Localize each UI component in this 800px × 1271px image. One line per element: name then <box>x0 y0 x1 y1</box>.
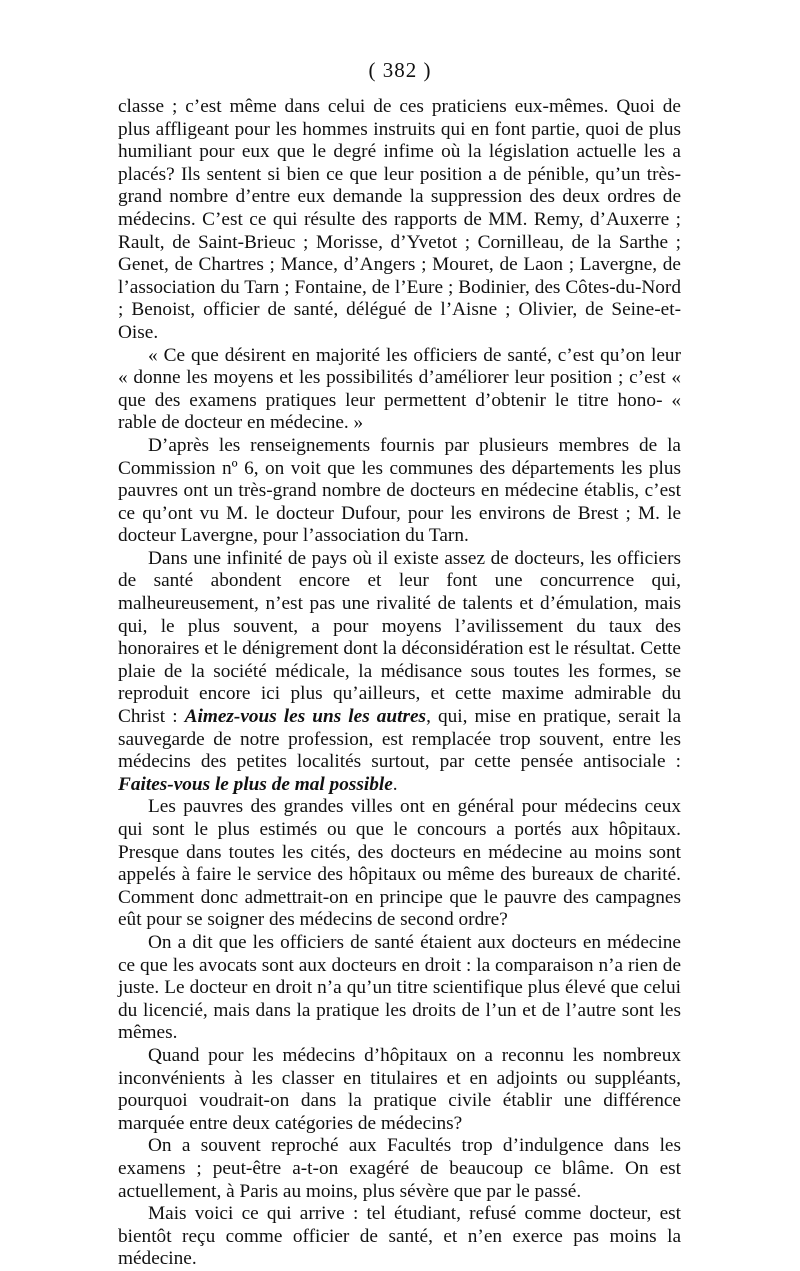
paragraph-text: Les pauvres des grandes villes ont en général pour médecins ceux qui sont le plus estimés ou que le concours a portés aux hôpitaux. Presque dans toutes les cités, des docteurs en médecine au moins sont appelés à faire le service des hôpitaux ou même des bureaux de charité. Comment donc admettrait-on en principe que le pauvre des campagnes eût pour se soigner des médecins de second ordre? <box>118 796 681 931</box>
paragraph-9 <box>118 1203 681 1271</box>
paragraph-5 <box>118 796 681 932</box>
italic-maxim: Aimez-vous les uns les autres <box>184 706 427 728</box>
paragraph-8 <box>118 1135 681 1203</box>
paragraph-text: On a souvent reproché aux Facultés trop d’indulgence dans les examens ; peut-être a-t-on exagéré de beaucoup ce blâme. On est actuellement, à Paris au moins, plus sévère que par le passé. <box>118 1135 681 1202</box>
page-number: ( 382 ) <box>368 58 432 82</box>
paragraph-text: D’après les renseignements fournis par plusieurs membres de la Commission nº 6, on voit que les communes des départements les plus pauvres ont un très-grand nombre de docteurs en médecine établis, c’est ce qu’ont vu M. le docteur Dufour, pour les environs de Brest ; M. le docteur Lavergne, pour l’association du Tarn. <box>118 434 681 547</box>
paragraph-text: On a dit que les officiers de santé étaient aux docteurs en médecine ce que les avocats sont aux docteurs en droit : la comparaison n’a rien de juste. Le docteur en droit n’a qu’un titre scientifique plus élevé que celui du licencié, mais dans la pratique les droits de l’un et de l’autre sont les mêmes. <box>118 931 681 1044</box>
paragraph-text: classe ; c’est même dans celui de ces praticiens eux-mêmes. Quoi de plus affligeant pour les hommes instruits qui en font partie, quoi de plus humiliant pour eux que le degré infime où la législation actuelle les a placés? Ils sentent si bien ce que leur position a de pénible, qu’un très-grand nombre d’entre eux demande la suppression des deux ordres de médecins. C’est ce qui résulte des rapports de MM. Remy, d’Auxerre ; Rault, de Saint-Brieuc ; Morisse, d’Yvetot ; Cornilleau, de la Sarthe ; Genet, de Chartres ; Mance, d’Angers ; Mouret, de Laon ; Lavergne, de l’association du Tarn ; Fontaine, de l’Eure ; Bodinier, des Côtes-du-Nord ; Benoist, officier de santé, délégué de l’Aisne ; Olivier, de Seine-et-Oise. <box>118 96 681 343</box>
paragraph-6 <box>118 932 681 1045</box>
body-text <box>118 96 681 1271</box>
paragraph-text: . <box>392 773 398 795</box>
italic-antisocial-phrase: Faites-vous le plus de mal possible <box>118 773 393 795</box>
paragraph-text: Mais voici ce qui arrive : tel étudiant, refusé comme docteur, est bientôt reçu comme officier de santé, et n’en exerce pas moins la médecine. <box>118 1203 681 1270</box>
paragraph-1 <box>118 96 681 345</box>
paragraph-7 <box>118 1045 681 1135</box>
paragraph-text: , qui, mise en pratique, serait la sauvegarde de notre profession, est remplacée trop souvent, entre les médecins des petites localités surtout, par cette pensée antisociale : <box>118 706 682 773</box>
paragraph-4 <box>118 548 681 797</box>
paragraph-2-quotation <box>118 345 681 435</box>
paragraph-3 <box>118 435 681 548</box>
paragraph-text: Dans une infinité de pays où il existe assez de docteurs, les officiers de santé abondent encore et leur font une concurrence qui, malheureusement, n’est pas une rivalité de talents et d’émulation, mais qui, le plus souvent, a pour moyens l’avilissement du taux des honoraires et le dénigrement dont la déconsidération est le résultat. Cette plaie de la société médicale, la médisance sous toutes les formes, se reproduit encore ici plus qu’ailleurs, et cette maxime admirable du Christ : <box>118 547 681 728</box>
paragraph-text: « Ce que désirent en majorité les officiers de santé, c’est qu’on leur « donne les moyens et les possibilités d’améliorer leur position ; c’est « que des examens pratiques leur permettent d’obtenir le titre hono- « rable de docteur en médecine. » <box>118 344 681 434</box>
paragraph-text: Quand pour les médecins d’hôpitaux on a reconnu les nombreux inconvénients à les classer en titulaires et en adjoints ou suppléants, pourquoi voudrait-on dans la pratique civile établir une différence marquée entre deux catégories de médecins? <box>118 1044 681 1134</box>
